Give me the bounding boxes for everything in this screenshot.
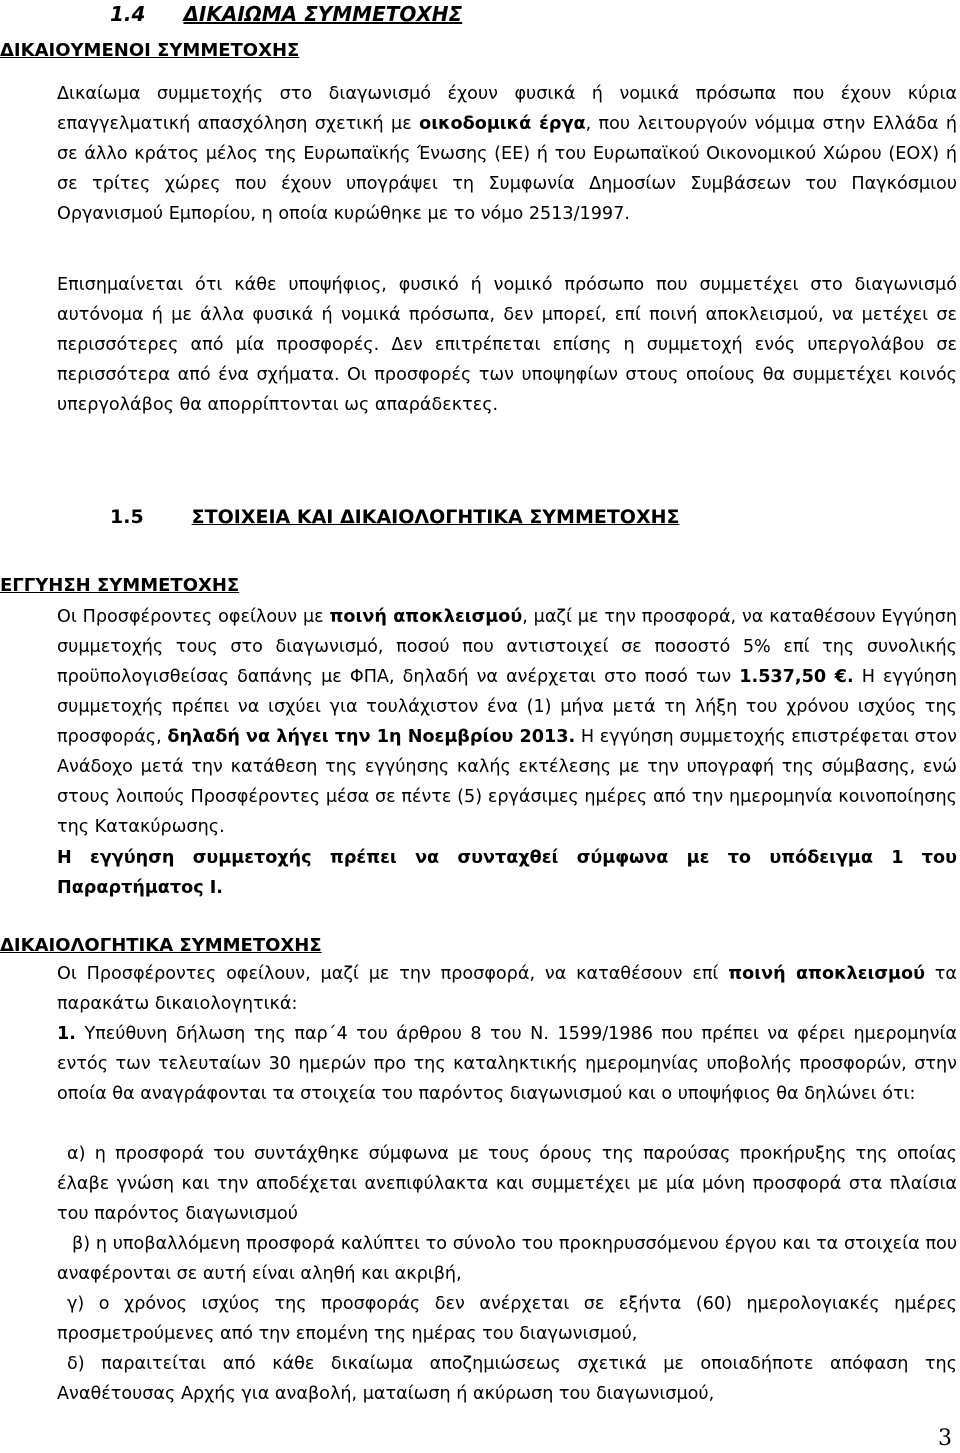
section-title: ΔΙΚΑΙΩΜΑ ΣΥΜΜΕΤΟΧΗΣ xyxy=(183,2,463,26)
section-number: 1.5 xyxy=(110,506,144,528)
declaration-point-b: β) η υποβαλλόμενη προσφορά καλύπτει το σύνολο του προκηρυσσόμενου έργου και τα στοιχεία που αναφέρονται σε αυτή είναι αληθή και ακριβή, xyxy=(57,1234,957,1284)
guarantee-template-note: Η εγγύηση συμμετοχής πρέπει να συνταχθεί σύμφωνα με το υπόδειγμα 1 του Παραρτήματος Ι. xyxy=(57,848,957,898)
page-number: 3 xyxy=(938,1426,952,1451)
section-1-5-title xyxy=(110,506,680,528)
declaration-point-a: α) η προσφορά του συντάχθηκε σύμφωνα με τους όρους της παρούσας προκήρυξης της οποίας έλαβε γνώση και την αποδέχεται ανεπιφύλακτα και συμμετέχει με μία μόνη προσφορά στα πλαίσια του παρόντος διαγωνισμού xyxy=(57,1144,957,1224)
document-item-1 xyxy=(57,1019,957,1109)
documents-heading: ΔΙΚΑΙΟΛΟΓΗΤΙΚΑ ΣΥΜΜΕΤΟΧΗΣ xyxy=(0,935,322,956)
section-number: 1.4 xyxy=(110,2,146,26)
item-number: 1. xyxy=(57,1024,76,1044)
exclusion-paragraph: Επισημαίνεται ότι κάθε υποψήφιος, φυσικό ή νομικό πρόσωπο που συμμετέχει στο διαγωνισμό αυτόνομα ή με άλλα φυσικά ή νομικά πρόσωπα, δεν μπορεί, επί ποινή αποκλεισμού, να μετέχει σε περισσότερες από μία προσφορές. Δεν επιτρέπεται επίσης η συμμετοχή ενός υπεργολάβου σε περισσότερα από ένα σχήματα. Οι προσφορές των υποψηφίων στους οποίους θα συμμετέχει κοινός υπεργολάβος θα απορρίπτονται ως απαράδεκτες. xyxy=(57,275,957,415)
declaration-point-d: δ) παραιτείται από κάθε δικαίωμα αποζημιώσεως σχετικά με οποιαδήποτε απόφαση της Αναθέτουσας Αρχής για αναβολή, ματαίωση ή ακύρωση του διαγωνισμού, xyxy=(57,1354,957,1404)
guarantee-heading: ΕΓΓΥΗΣΗ ΣΥΜΜΕΤΟΧΗΣ xyxy=(0,575,240,596)
declaration-point-c: γ) ο χρόνος ισχύος της προσφοράς δεν ανέρχεται σε εξήντα (60) ημερολογιακές ημέρες προσμετρούμενες από την επομένη της ημέρας του διαγωνισμού, xyxy=(57,1294,957,1344)
eligibility-paragraph: Δικαίωμα συμμετοχής στο διαγωνισμό έχουν φυσικά ή νομικά πρόσωπα που έχουν κύρια επαγγελματική απασχόληση σχετική με οικοδομικά έργα, που λειτουργούν νόμιμα στην Ελλάδα ή σε άλλο κράτος μέλος της Ευρωπαϊκής Ένωσης (ΕΕ) ή του Ευρωπαϊκού Οικονομικού Χώρου (ΕΟΧ) ή σε τρίτες χώρες που έχουν υπογράψει τη Συμφωνία Δημοσίων Συμβάσεων του Παγκόσμιου Οργανισμού Εμπορίου, η οποία κυρώθηκε με το νόμο 2513/1997. xyxy=(57,84,957,224)
section-title: ΣΤΟΙΧΕΙΑ ΚΑΙ ΔΙΚΑΙΟΛΟΓΗΤΙΚΑ ΣΥΜΜΕΤΟΧΗΣ xyxy=(191,506,680,528)
documents-intro: Οι Προσφέροντες οφείλουν, μαζί με την προσφορά, να καταθέσουν επί ποινή αποκλεισμού τα παρακάτω δικαιολογητικά: xyxy=(57,964,957,1014)
item-text: Υπεύθυνη δήλωση της παρ΄4 του άρθρου 8 του Ν. 1599/1986 που πρέπει να φέρει ημερομηνία εντός των τελευταίων 30 ημερών προ της καταληκτικής ημερομηνίας υποβολής προσφορών, στην οποία θα αναγράφονται τα στοιχεία του παρόντος διαγωνισμού και ο υποψήφιος θα δηλώνει ότι: xyxy=(57,1024,957,1104)
section-1-4-title xyxy=(110,2,462,26)
guarantee-paragraph: Οι Προσφέροντες οφείλουν με ποινή αποκλεισμού, μαζί με την προσφορά, να καταθέσουν Εγγύηση συμμετοχής τους στο διαγωνισμό, ποσού που αντιστοιχεί σε ποσοστό 5% επί της συνολικής προϋπολογισθείσας δαπάνης με ΦΠΑ, δηλαδή να ανέρχεται στο ποσό των 1.537,50 €. Η εγγύηση συμμετοχής πρέπει να ισχύει για τουλάχιστον ένα (1) μήνα μετά τη λήξη του χρόνου ισχύος της προσφοράς, δηλαδή να λήγει την 1η Νοεμβρίου 2013. Η εγγύηση συμμετοχής επιστρέφεται στον Ανάδοχο μετά την κατάθεση της εγγύησης καλής εκτέλεσης με την υπογραφή της σύμβασης, ενώ στους λοιπούς Προσφέροντες μέσα σε πέντε (5) εργάσιμες ημέρες από την ημερομηνία κοινοποίησης της Κατακύρωσης. xyxy=(57,607,957,837)
eligible-participants-heading: ΔΙΚΑΙΟΥΜΕΝΟΙ ΣΥΜΜΕΤΟΧΗΣ xyxy=(0,40,300,61)
